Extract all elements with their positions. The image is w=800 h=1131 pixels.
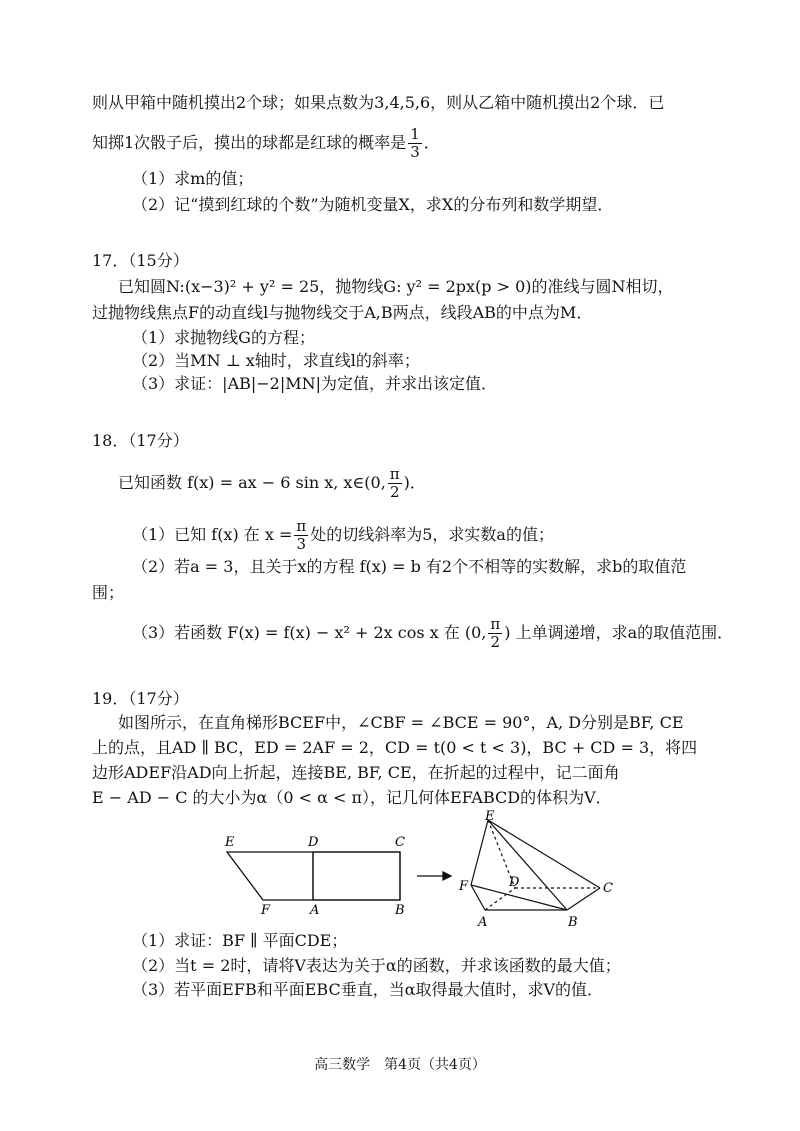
problem-19-question-1: （1）求证：BF ∥ 平面CDE； — [132, 931, 348, 950]
folding-figure — [215, 810, 635, 935]
problem-18-line-1-text: 已知函数 f(x) = ax − 6 sin x, x∈(0, — [118, 473, 386, 492]
intro-line-2-text: 知掷1次骰子后，摸出的球都是红球的概率是 — [92, 133, 407, 152]
label-D-flat: D — [308, 835, 319, 850]
problem-19-line-1: 如图所示，在直角梯形BCEF中，∠CBF = ∠BCE = 90°，A, D分别是BF, CE — [118, 713, 684, 732]
edge-EB — [488, 820, 567, 910]
label-F-folded: F — [459, 879, 469, 894]
problem-17-line-2: 过抛物线焦点F的动直线l与抛物线交于A,B两点，线段AB的中点为M． — [92, 303, 593, 322]
problem-17-question-2: （2）当MN ⊥ x轴时，求直线l的斜率； — [132, 351, 420, 370]
fraction-numerator: π — [389, 465, 400, 483]
edge-BC — [567, 888, 600, 910]
problem-18-line-1 — [118, 466, 426, 501]
intro-line-2 — [92, 126, 440, 161]
label-E-flat: E — [225, 835, 235, 850]
problem-18-line-1-end: )． — [403, 473, 426, 492]
problem-17-line-1: 已知圆N:(x−3)² + y² = 25，抛物线G: y² = 2px(p > 0)的准线与圆N相切， — [118, 277, 674, 296]
problem-18-q1-end: 处的切线斜率为5，求实数a的值； — [310, 525, 554, 544]
fraction-denominator: 3 — [410, 143, 420, 161]
problem-17-heading: 17．（15分） — [92, 251, 189, 270]
intro-question-2: （2）记“摸到红球的个数”为随机变量X，求X的分布列和数学期望． — [132, 195, 614, 214]
problem-18-q1-text: （1）已知 f(x) 在 x = — [132, 525, 293, 544]
label-A-folded: A — [478, 915, 488, 930]
fraction-denominator: 3 — [296, 535, 307, 553]
edge-FA — [471, 885, 485, 910]
fraction-denominator: 2 — [389, 483, 400, 501]
intro-question-1: （1）求m的值； — [132, 169, 254, 188]
rectangle-ABCD-outline — [313, 852, 400, 900]
problem-18-question-3 — [132, 616, 733, 651]
fraction-one-third — [408, 126, 422, 161]
problem-19-question-3: （3）若平面EFB和平面EBC垂直，当α取得最大值时，求V的值． — [132, 980, 604, 999]
problem-18-q3-end: ) 上单调递增，求a的取值范围． — [504, 623, 734, 642]
problem-18-question-2: （2）若a = 3，且关于x的方程 f(x) = b 有2个不相等的实数解，求b的取值范 — [132, 557, 687, 576]
label-E-folded: E — [485, 810, 495, 824]
fraction-pi-over-2 — [488, 616, 502, 651]
problem-17-question-1: （1）求抛物线G的方程； — [132, 328, 315, 347]
flat-trapezoid-diagram — [227, 852, 400, 900]
edge-EF — [471, 820, 488, 885]
label-C-flat: C — [395, 835, 405, 850]
edge-AD-hidden — [485, 888, 515, 910]
problem-18-heading: 18．（17分） — [92, 431, 189, 450]
problem-19-heading: 19．（17分） — [92, 689, 189, 708]
problem-19-question-2: （2）当t = 2时，请将V表达为关于α的函数，并求该函数的最大值； — [132, 956, 621, 975]
label-B-folded: B — [568, 915, 578, 930]
intro-line-2-end: ． — [423, 133, 440, 152]
fraction-pi-over-3 — [294, 518, 308, 553]
intro-line-1: 则从甲箱中随机摸出2个球；如果点数为3,4,5,6，则从乙箱中随机摸出2个球．已 — [92, 93, 665, 112]
problem-18-question-1 — [132, 518, 554, 553]
problem-19-line-2: 上的点，且AD ∥ BC，ED = 2AF = 2，CD = t(0 < t < 3)，BC + CD = 3，将四 — [92, 738, 698, 757]
edge-EC — [488, 820, 600, 888]
label-B-flat: B — [395, 903, 405, 918]
problem-18-q3-text: （3）若函数 F(x) = f(x) − x² + 2x cos x 在 (0, — [132, 623, 487, 642]
problem-19-line-4: E − AD − C 的大小为α（0 < α < π），记几何体EFABCD的体积为V． — [92, 788, 612, 807]
arrow-icon — [417, 872, 451, 880]
page-footer: 高三数学 第4页（共4页） — [314, 1057, 486, 1073]
label-D-folded: D — [509, 875, 520, 890]
label-C-folded: C — [603, 881, 613, 896]
fraction-numerator: 1 — [410, 125, 420, 143]
folded-solid-diagram — [471, 820, 600, 910]
fraction-numerator: π — [490, 615, 501, 633]
fraction-denominator: 2 — [490, 633, 501, 651]
problem-18-question-2-cont: 围； — [92, 583, 125, 602]
label-F-flat: F — [261, 903, 271, 918]
label-A-flat: A — [310, 903, 320, 918]
fraction-numerator: π — [296, 517, 307, 535]
problem-17-question-3: （3）求证：|AB|−2|MN|为定值，并求出该定值． — [132, 374, 498, 393]
fraction-pi-over-2 — [388, 466, 402, 501]
problem-19-line-3: 边形ADEF沿AD向上折起，连接BE, BF, CE，在折起的过程中，记二面角 — [92, 763, 620, 782]
